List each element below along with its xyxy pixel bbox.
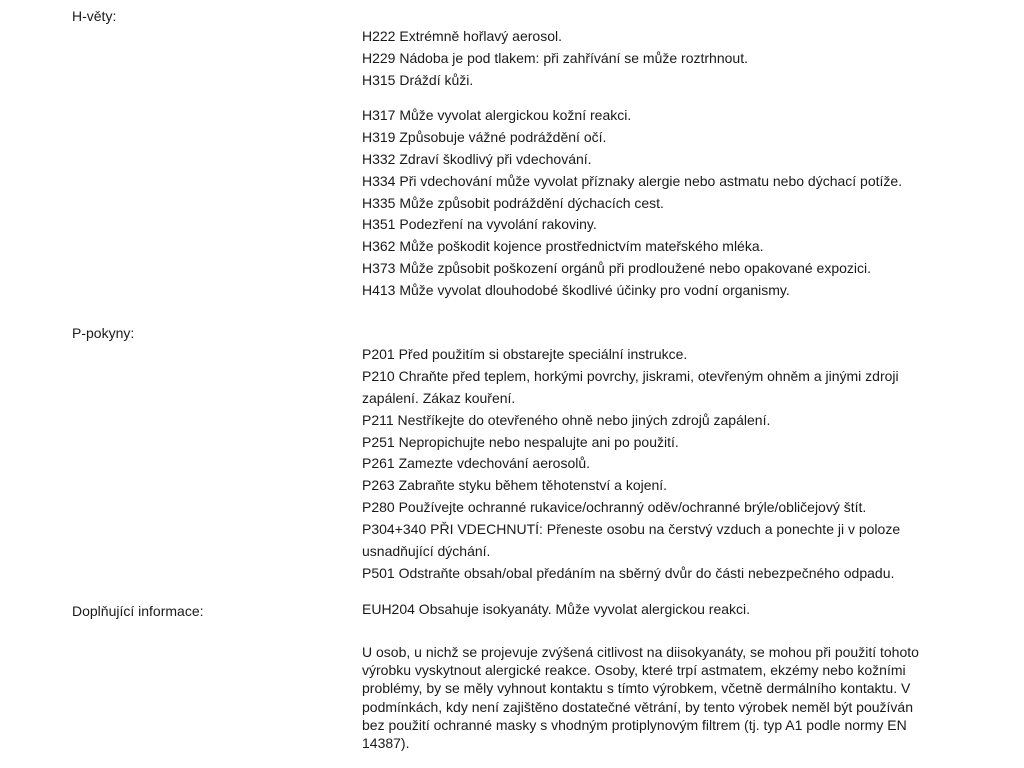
h-statement-h229: H229 Nádoba je pod tlakem: při zahřívání se může roztrhnout. [362,49,748,66]
p-statement-p501: P501 Odstraňte obsah/obal předáním na sběrný dvůr do části nebezpečného odpadu. [362,564,895,581]
p-statement-p280: P280 Používejte ochranné rukavice/ochranný oděv/ochranné brýle/obličejový štít. [362,499,867,516]
supplementary-info-label: Doplňující informace: [72,603,204,619]
paragraph-line: podmínkách, kdy není zajištěno dostatečné větrání, by tento výrobek neměl být používán [362,698,913,715]
p-statement-p251: P251 Nepropichujte nebo nespalujte ani po použití. [362,433,679,450]
h-statement-h319: H319 Způsobuje vážné podráždění očí. [362,128,607,145]
euh-statement-block [362,599,962,621]
h-statement-h351: H351 Podezření na vyvolání rakoviny. [362,216,597,233]
p-statement-p304-340: P304+340 PŘI VDECHNUTÍ: Přeneste osobu na čerstvý vzduch a ponechte ji v poloze [362,521,901,538]
p-statement-p304-340-cont: usnadňující dýchání. [362,543,491,560]
h-statements-group-2 [362,105,962,302]
h-statement-h362: H362 Může poškodit kojence prostřednictvím mateřského mléka. [362,238,764,255]
paragraph-line: 14387). [362,735,410,752]
h-statement-h222: H222 Extrémně hořlavý aerosol. [362,28,562,44]
p-statements-list [362,344,962,585]
paragraph-line: problémy, by se měly vyhnout kontaktu s tímto výrobkem, včetně dermálního kontaktu. V [362,680,911,697]
h-statements-group-1 [362,26,962,92]
p-statement-p261: P261 Zamezte vdechování aerosolů. [362,455,591,472]
h-statement-h373: H373 Může způsobit poškození orgánů při prodloužené nebo opakované expozici. [362,260,872,277]
paragraph-line: výrobku vyskytnout alergické reakce. Osoby, které trpí astmatem, ekzémy nebo kožními [362,662,906,679]
paragraph-line: U osob, u nichž se projevuje zvýšená citlivost na diisokyanáty, se mohou při použití tohoto [362,644,919,660]
h-statement-h335: H335 Může způsobit podráždění dýchacích cest. [362,194,664,211]
h-statement-h317: H317 Může vyvolat alergickou kožní reakci. [362,107,632,123]
p-statement-p263: P263 Zabraňte styku během těhotenství a kojení. [362,477,668,494]
paragraph-line: bez použití ochranné masky s vhodným protiplynovým filtrem (tj. typ A1 podle normy EN [362,716,907,733]
h-statement-h334: H334 Při vdechování může vyvolat příznaky alergie nebo astmatu nebo dýchací potíže. [362,172,903,189]
p-statement-p210-cont: zapálení. Zákaz kouření. [362,389,516,406]
h-statement-h332: H332 Zdraví škodlivý při vdechování. [362,150,592,167]
h-statement-h315: H315 Dráždí kůži. [362,71,474,88]
p-statement-p211: P211 Nestříkejte do otevřeného ohně nebo jiných zdrojů zapálení. [362,411,771,428]
euh-statement-euh204: EUH204 Obsahuje isokyanáty. Může vyvolat alergickou reakci. [362,601,751,617]
supplementary-paragraph [362,643,957,752]
p-statement-p201: P201 Před použitím si obstarejte speciální instrukce. [362,346,688,362]
p-statement-p210: P210 Chraňte před teplem, horkými povrchy, jiskrami, otevřeným ohněm a jinými zdroji [362,367,899,384]
h-statement-h413: H413 Může vyvolat dlouhodobé škodlivé účinky pro vodní organismy. [362,282,790,299]
p-statements-label: P-pokyny: [72,325,135,341]
h-statements-label: H-věty: [72,8,117,24]
